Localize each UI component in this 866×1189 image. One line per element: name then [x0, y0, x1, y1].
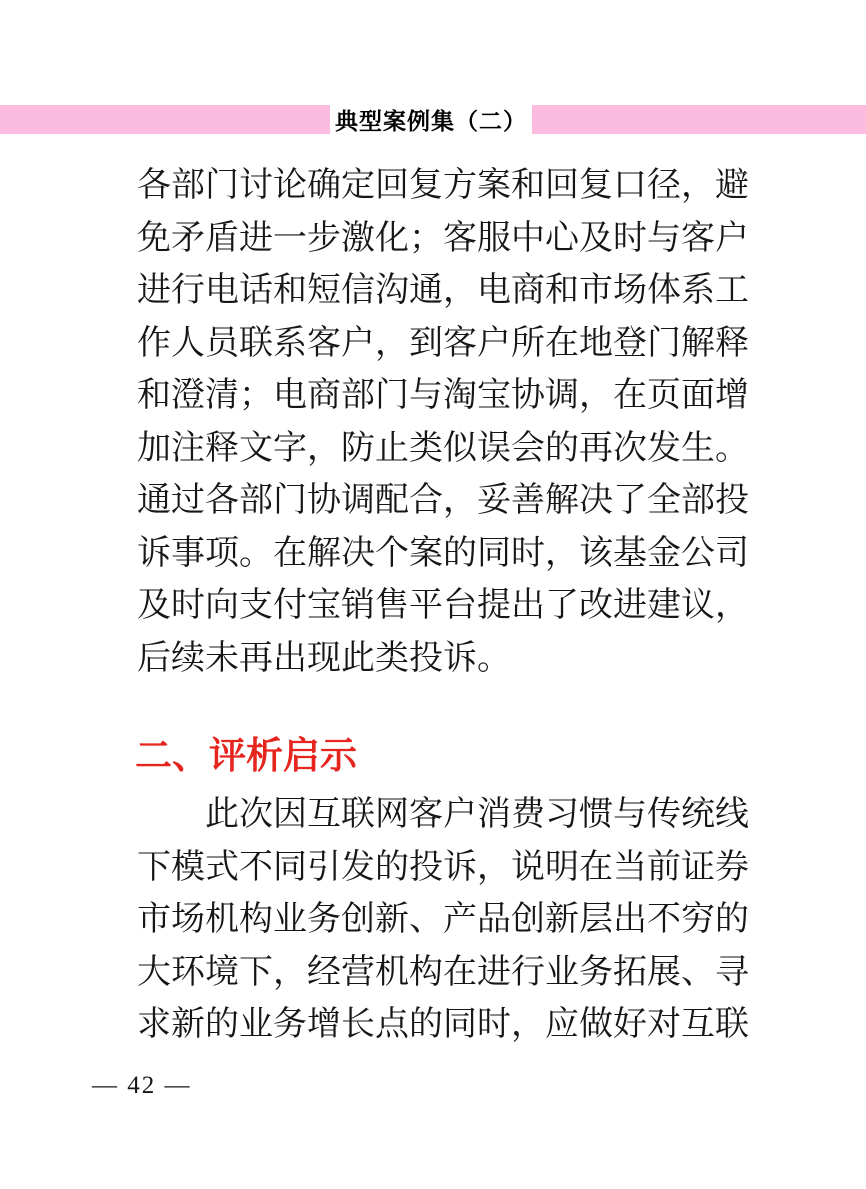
text-line: 求新的业务增长点的同时，应做好对互联	[137, 1006, 749, 1043]
running-head-band	[0, 105, 866, 134]
paragraph-1	[137, 160, 749, 685]
section-heading: 二、评析启示	[135, 735, 357, 776]
running-head-title-gap	[330, 105, 532, 134]
text-line: 和澄清；电商部门与淘宝协调，在页面增	[137, 377, 749, 414]
running-head-title: 典型案例集（二）	[335, 109, 527, 134]
text-line: 大环境下，经营机构在进行业务拓展、寻	[137, 953, 749, 991]
text-line: 加注释文字，防止类似误会的再次发生。	[137, 429, 749, 467]
text-line: 市场机构业务创新、产品创新层出不穷的	[137, 901, 749, 938]
text-line: 诉事项。在解决个案的同时，该基金公司	[137, 534, 749, 572]
paragraph-2	[137, 789, 749, 1052]
band-strip-left	[0, 105, 330, 134]
text-line: 此次因互联网客户消费习惯与传统线	[205, 796, 749, 833]
page-number: — 42 —	[92, 1072, 192, 1099]
text-line: 通过各部门协调配合，妥善解决了全部投	[137, 482, 749, 519]
text-line: 作人员联系客户，到客户所在地登门解释	[137, 324, 749, 362]
text-line: 各部门讨论确定回复方案和回复口径，避	[137, 167, 749, 204]
text-line: 下模式不同引发的投诉，说明在当前证券	[137, 848, 749, 886]
text-line: 进行电话和短信沟通，电商和市场体系工	[137, 272, 749, 309]
band-strip-right	[532, 105, 866, 134]
text-line: 及时向支付宝销售平台提出了改进建议，	[137, 587, 749, 624]
text-line: 后续未再出现此类投诉。	[137, 639, 511, 677]
text-line: 免矛盾进一步激化；客服中心及时与客户	[137, 219, 749, 257]
